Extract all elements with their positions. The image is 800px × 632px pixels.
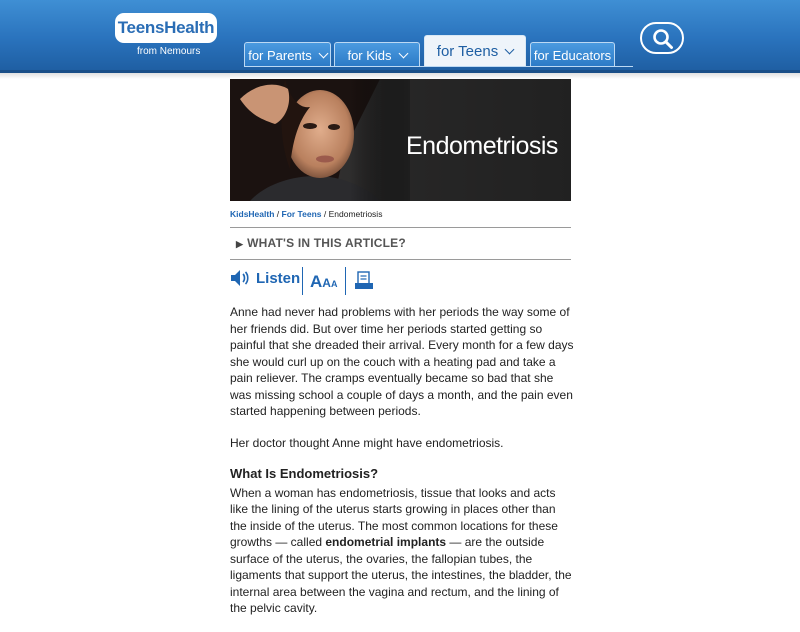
tab-for-kids[interactable] (334, 42, 420, 67)
section-heading: What Is Endometriosis? (230, 466, 379, 481)
paragraph-text: — are the outside surface of the uterus, the ovaries, the fallopian tubes, the ligaments that support the uterus, the intestines, the bladder, the internal area between the vagina and rectum, and the lining of the pelvic cavity. (230, 535, 572, 615)
tab-for-parents[interactable] (244, 42, 331, 67)
tab-label: for Educators (533, 47, 612, 63)
breadcrumb (230, 209, 382, 219)
listen-button[interactable] (230, 269, 300, 287)
breadcrumb-current: Endometriosis (328, 209, 383, 219)
tab-baseline (244, 66, 633, 67)
toc-label: WHAT'S IN THIS ARTICLE? (247, 236, 406, 250)
logo-title: TeensHealth (117, 18, 215, 37)
tab-for-educators[interactable] (530, 42, 615, 67)
chevron-down-icon (398, 48, 408, 58)
logo-subtitle: from Nemours (137, 46, 201, 57)
print-button[interactable] (354, 271, 374, 296)
tool-separator (345, 267, 346, 295)
teenshealth-logo[interactable] (115, 13, 219, 59)
print-icon (354, 271, 374, 291)
tab-label: for Teens (436, 43, 499, 60)
divider (230, 259, 571, 260)
font-size-medium: A (322, 276, 331, 290)
search-icon (652, 28, 674, 50)
chevron-down-icon (318, 48, 328, 58)
breadcrumb-for-teens[interactable]: For Teens (281, 209, 322, 219)
tab-for-teens[interactable] (424, 35, 526, 67)
breadcrumb-separator: / (274, 209, 282, 219)
tool-separator (302, 267, 303, 295)
font-size-small: A (330, 279, 338, 289)
breadcrumb-kidshealth[interactable]: KidsHealth (230, 209, 275, 219)
breadcrumb-separator: / (321, 209, 329, 219)
search-button[interactable] (640, 22, 684, 54)
paragraph-text: When a woman has endometriosis, tissue that looks and acts like the lining of the uterus starts growing in places other than the inside of the uterus. The most common locations for these growths — called (230, 485, 558, 549)
speaker-icon (230, 269, 250, 287)
tab-label: for Parents (248, 47, 312, 63)
text-size-button[interactable] (310, 272, 337, 292)
font-size-large: A (310, 272, 323, 291)
tab-label: for Kids (347, 47, 392, 63)
article-paragraph: Her doctor thought Anne might have endometriosis. (230, 435, 504, 450)
article-paragraph: Anne had never had problems with her periods the way some of her friends did. But over time her periods started getting so painful that she dreaded their arrival. Every month for a few days she would curl up on the couch with a heating pad and take a pain reliever. The cramps eventually became so bad that she was missing school a couple of days a month, and the pain even started happening between periods. (230, 305, 574, 418)
whats-in-this-article-toggle[interactable] (236, 236, 406, 250)
article-paragraph (230, 485, 575, 617)
bold-term: endometrial implants (325, 535, 447, 549)
listen-label: Listen (256, 269, 301, 287)
chevron-down-icon (505, 45, 515, 55)
hero-banner (230, 79, 571, 201)
article-body (230, 304, 575, 632)
divider (230, 227, 571, 228)
triangle-right-icon: ▶ (236, 239, 244, 249)
hero-title: Endometriosis (406, 132, 558, 160)
logo-badge (115, 13, 217, 43)
